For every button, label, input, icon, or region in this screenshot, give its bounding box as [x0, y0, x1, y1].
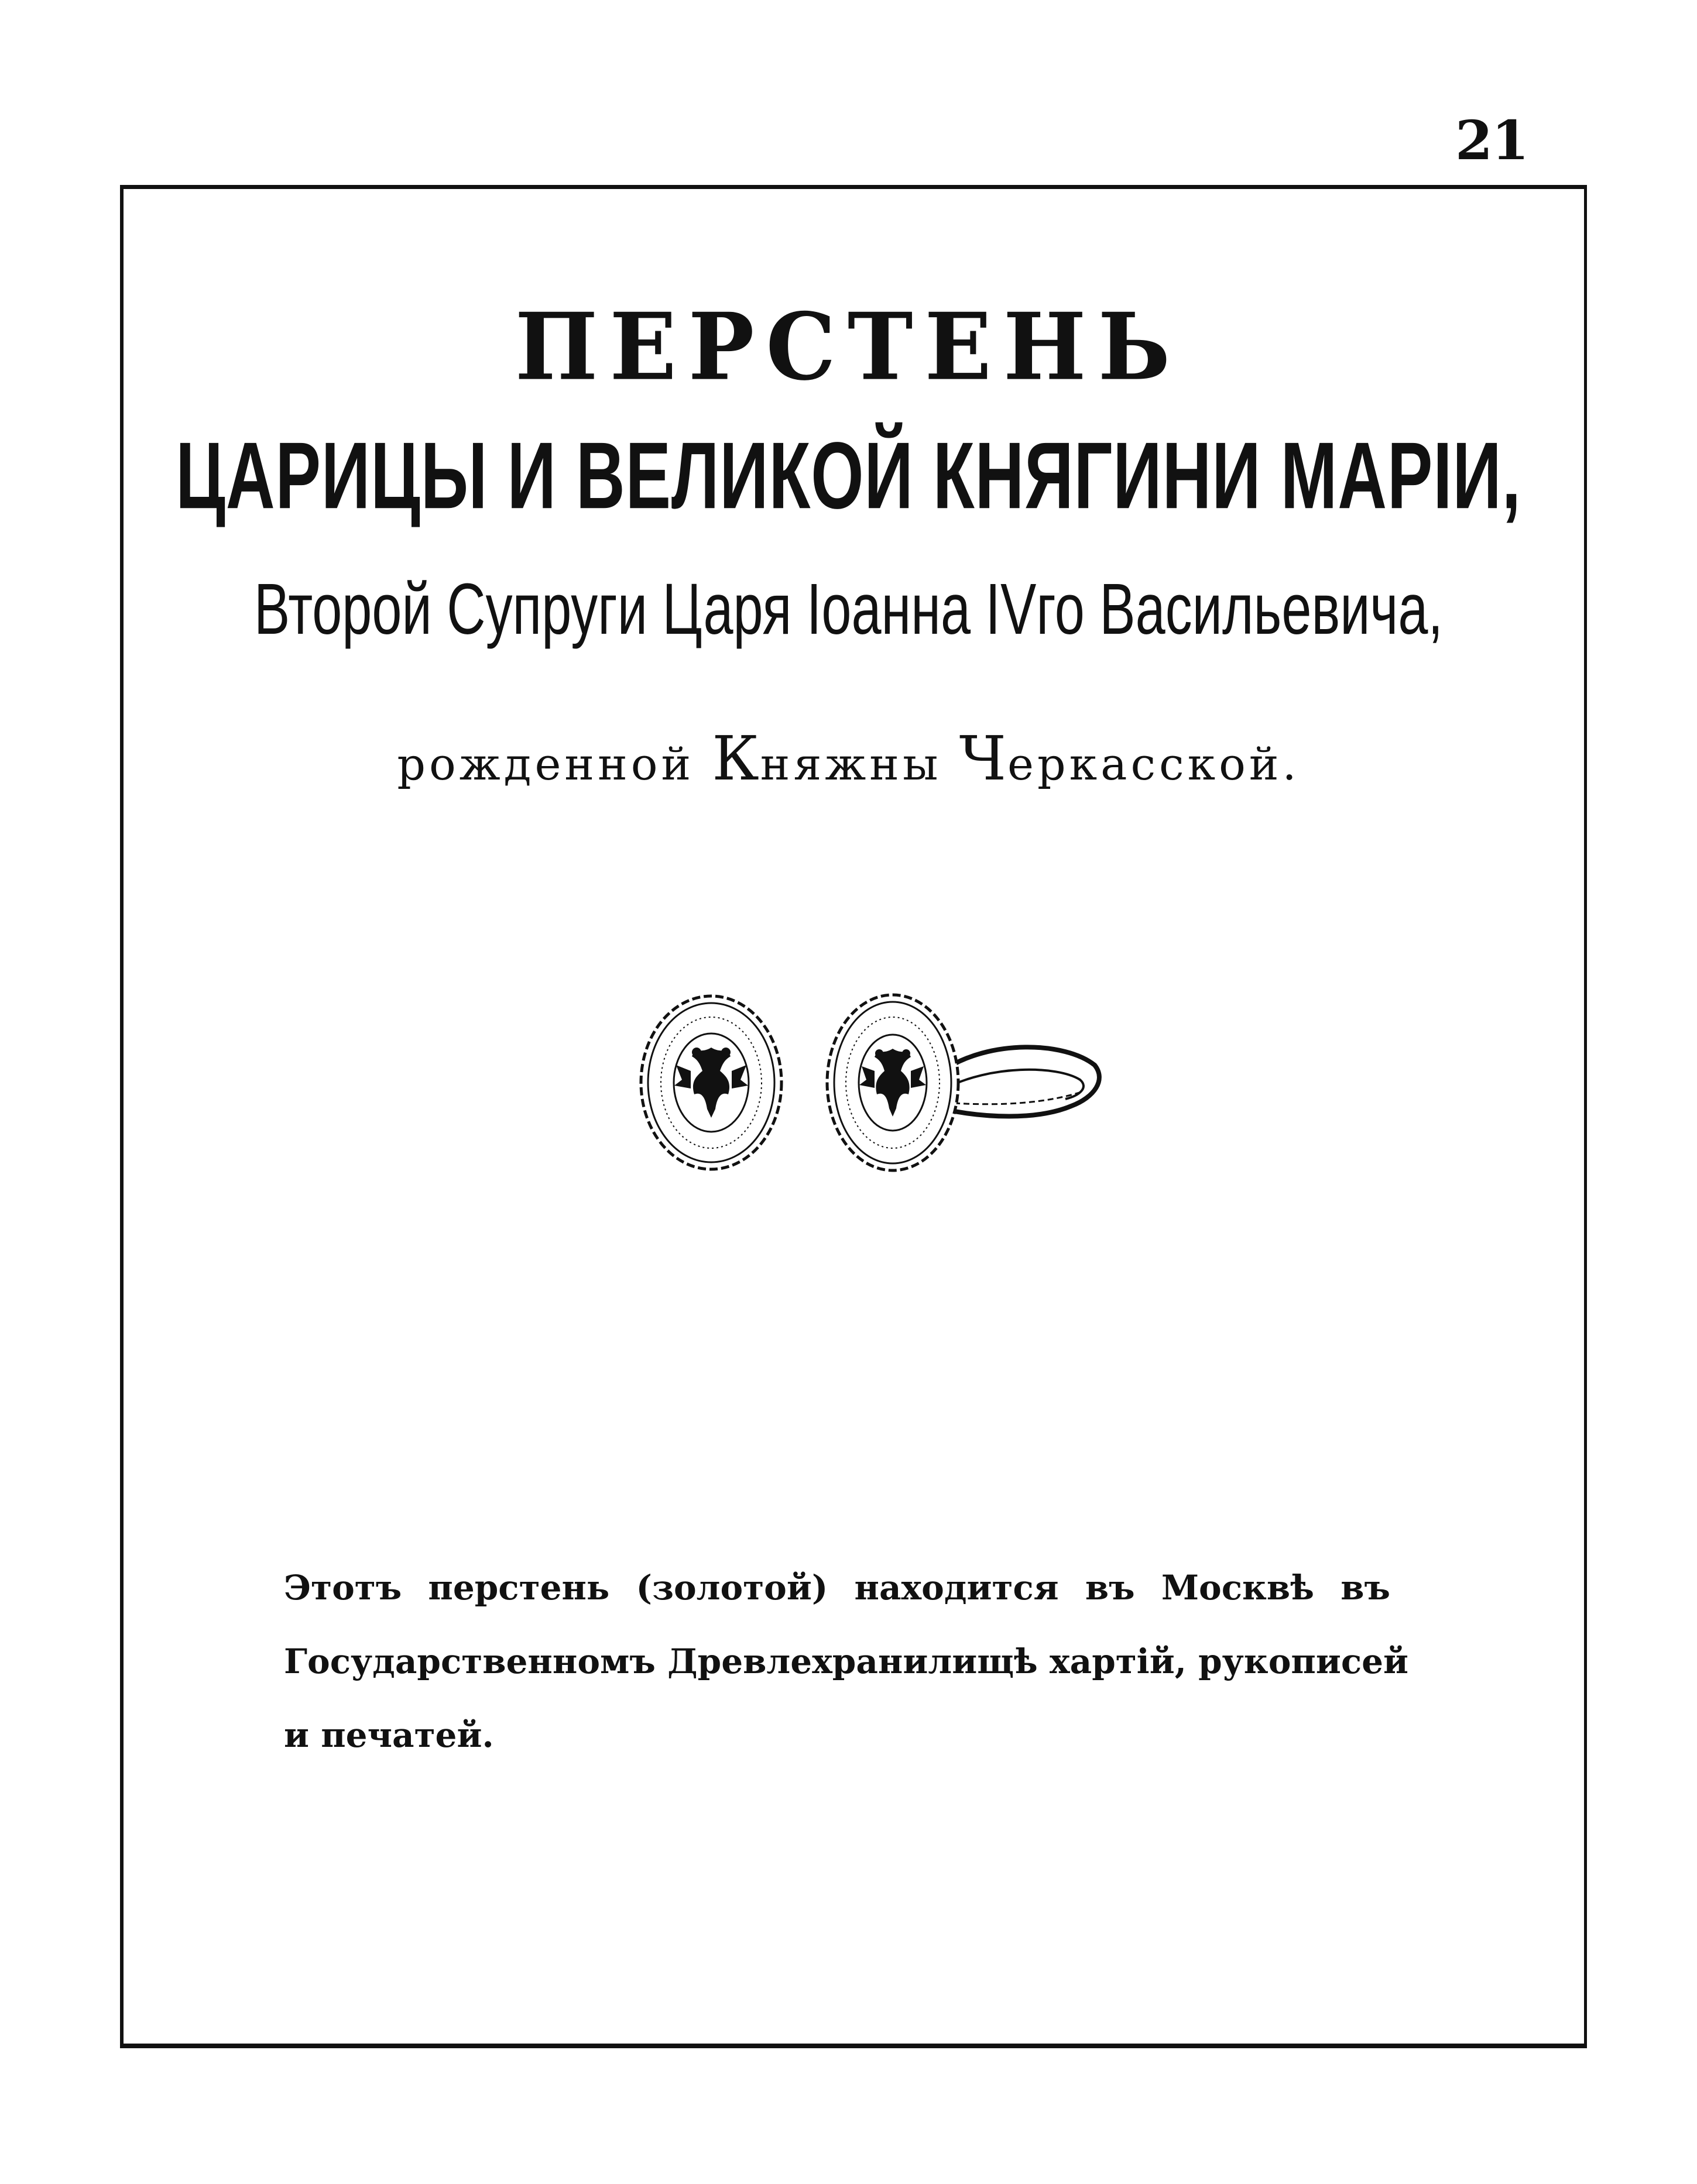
title-ring: ПЕРСТЕНЬ [515, 293, 1182, 401]
description-line-1: Этотъ перстень (золотой) находится въ Москвѣ въ [284, 1568, 1390, 1608]
page-number: 21 [1455, 109, 1528, 172]
ring-description [284, 1551, 1409, 1772]
description-line-3: и печатей. [284, 1715, 494, 1755]
description-line-2: Государственномъ Древлехранилищѣ хартій, рукописей [284, 1642, 1409, 1681]
double-headed-eagle-icon [674, 1048, 748, 1118]
ring-side-view [827, 995, 1099, 1170]
subtitle-born-lead: рожденной [397, 738, 712, 790]
ring-illustrations [626, 983, 1141, 1182]
subtitle-born-cap-k: К [712, 723, 760, 794]
seal-engraving [641, 996, 781, 1169]
subtitle-born-rest-2: еркасской. [1007, 738, 1300, 790]
subtitle-born [0, 723, 1697, 794]
title-tsaritsa: ЦАРИЦЫ И ВЕЛИКОЙ КНЯГИНИ МАРIИ, [176, 422, 1521, 529]
subtitle-born-rest-1: няжны [760, 738, 959, 790]
subtitle-born-cap-ch: Ч [959, 723, 1008, 794]
subtitle-spouse: Второй Супруги Царя Іоанна IVго Васильевича, [253, 568, 1444, 650]
